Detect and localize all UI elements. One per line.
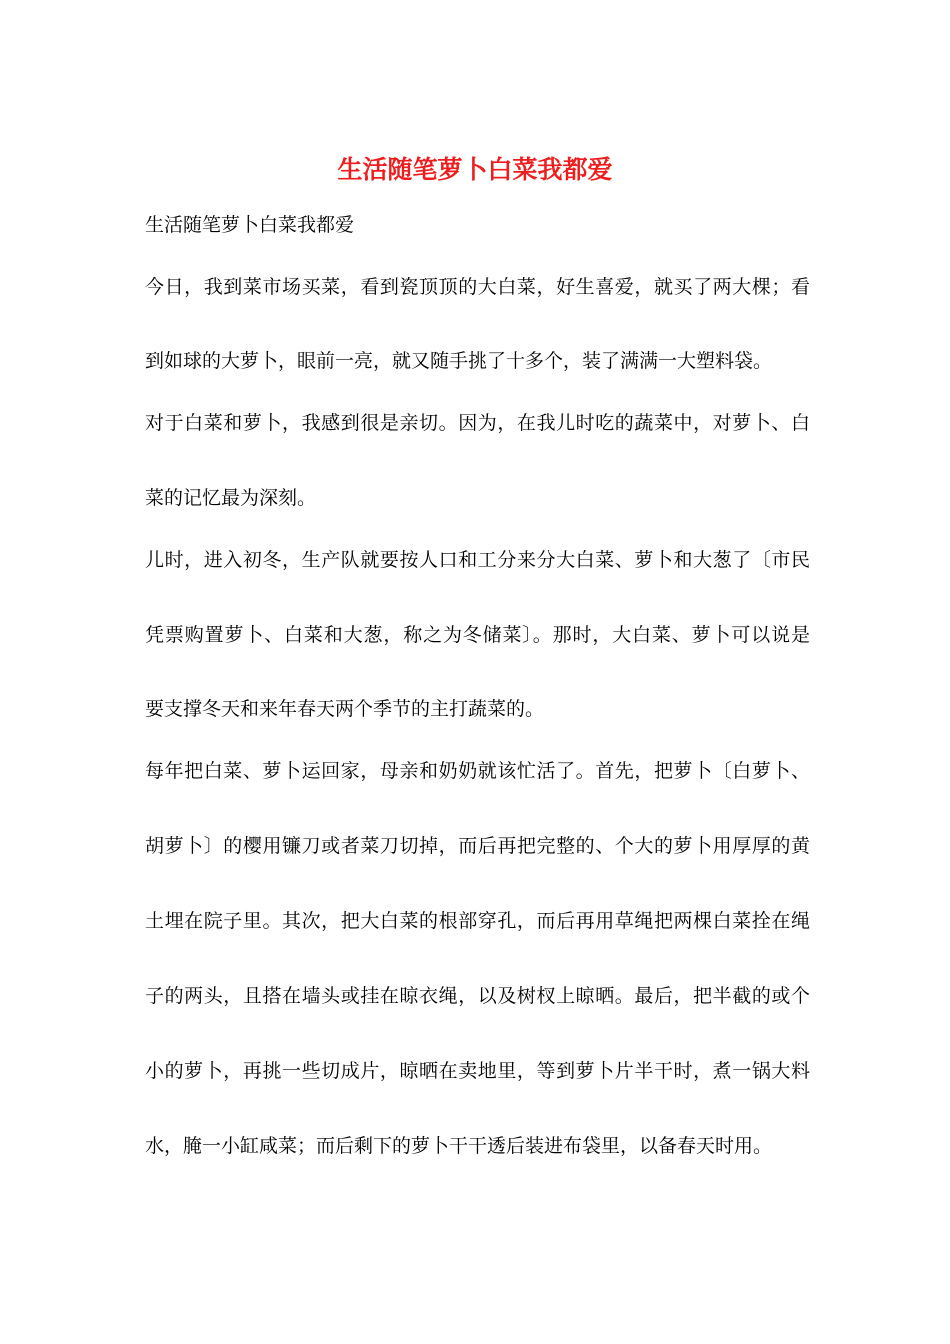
paragraph-line: 要支撑冬天和来年春天两个季节的主打蔬菜的。 bbox=[145, 698, 545, 720]
paragraph-line: 土埋在院子里。其次，把大白菜的根部穿孔，而后再用草绳把两棵白菜拴在绳 bbox=[145, 910, 810, 932]
paragraph-line: 菜的记忆最为深刻。 bbox=[145, 487, 317, 509]
paragraph-line: 小的萝卜，再挑一些切成片，晾晒在卖地里，等到萝卜片半干时，煮一锅大料 bbox=[145, 1060, 810, 1082]
subtitle-line: 生活随笔萝卜白菜我都爱 bbox=[145, 214, 355, 236]
paragraph-line: 每年把白菜、萝卜运回家，母亲和奶奶就该忙活了。首先，把萝卜〔白萝卜、 bbox=[145, 760, 810, 782]
paragraph-line: 胡萝卜〕的樱用镰刀或者菜刀切掉，而后再把完整的、个大的萝卜用厚厚的黄 bbox=[145, 835, 810, 857]
document-title: 生活随笔萝卜白菜我都爱 bbox=[337, 155, 613, 184]
paragraph-line: 凭票购置萝卜、白菜和大葱，称之为冬储菜〕。那时，大白菜、萝卜可以说是 bbox=[145, 624, 810, 646]
paragraph-line: 对于白菜和萝卜，我感到很是亲切。因为，在我儿时吃的蔬菜中，对萝卜、白 bbox=[145, 412, 810, 434]
paragraph-line: 水，腌一小缸咸菜；而后剩下的萝卜干干透后装进布袋里，以备春天时用。 bbox=[145, 1135, 773, 1157]
paragraph-line: 今日，我到菜市场买菜，看到瓷顶顶的大白菜，好生喜爱，就买了两大棵；看 bbox=[145, 276, 810, 298]
paragraph-line: 子的两头，且搭在墙头或挂在晾衣绳，以及树杈上晾晒。最后，把半截的或个 bbox=[145, 985, 810, 1007]
paragraph-line: 到如球的大萝卜，眼前一亮，就又随手挑了十多个，装了满满一大塑料袋。 bbox=[145, 350, 773, 372]
paragraph-line: 儿时，进入初冬，生产队就要按人口和工分来分大白菜、萝卜和大葱了〔市民 bbox=[145, 549, 810, 571]
